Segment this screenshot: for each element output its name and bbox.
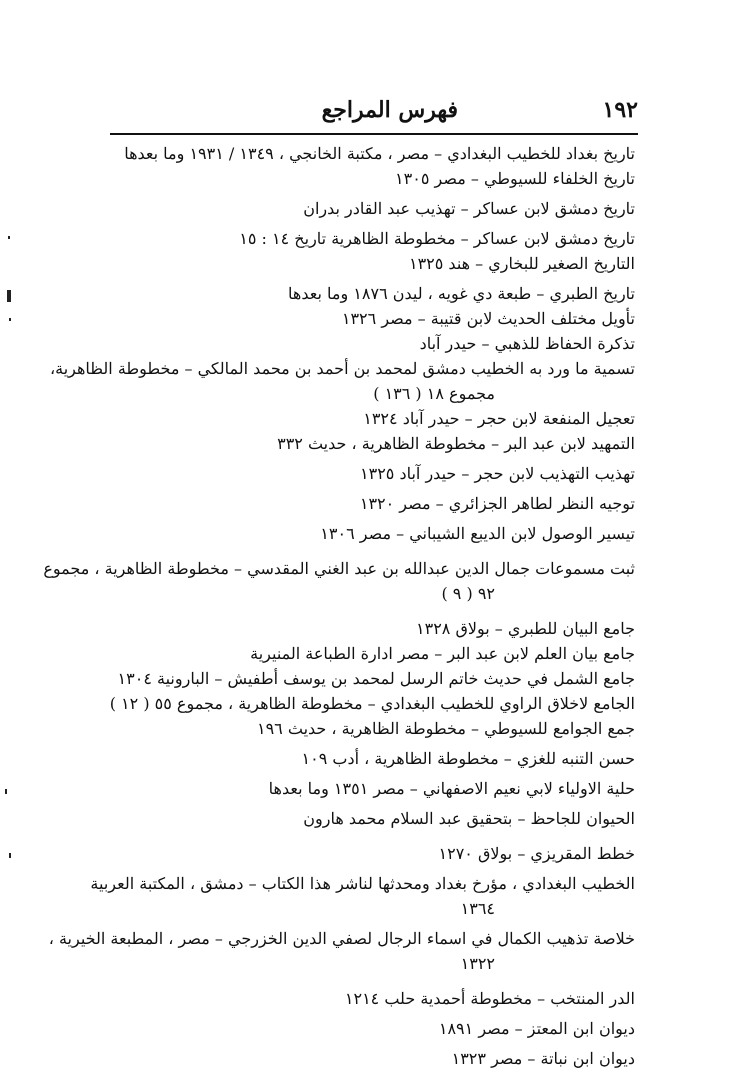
reference-entry: تهذيب التهذيب لابن حجر – حيدر آباد ١٣٢٥ bbox=[360, 464, 635, 483]
reference-entry: تذكرة الحفاظ للذهبي – حيدر آباد bbox=[419, 334, 635, 353]
reference-entry: خطط المقريزي – بولاق ١٢٧٠ bbox=[438, 844, 635, 863]
reference-entry: ديوان ابن المعتز – مصر ١٨٩١ bbox=[438, 1019, 635, 1038]
reference-continuation: ١٣٢٢ bbox=[460, 954, 495, 973]
scan-speck bbox=[9, 318, 11, 321]
reference-entry: جامع الشمل في حديث خاتم الرسل لمحمد بن يوسف أطفيش – البارونية ١٣٠٤ bbox=[117, 669, 635, 688]
reference-entry: تعجيل المنفعة لابن حجر – حيدر آباد ١٣٢٤ bbox=[363, 409, 635, 428]
reference-entry: تاريخ دمشق لابن عساكر – تهذيب عبد القادر بدران bbox=[303, 199, 635, 218]
reference-entry: ثبت مسموعات جمال الدين عبدالله بن عبد الغني المقدسي – مخطوطة الظاهرية ، مجموع ٩٢ ( ٩ ) bbox=[100, 556, 635, 606]
scan-speck bbox=[9, 853, 11, 858]
reference-entry: التمهيد لابن عبد البر – مخطوطة الظاهرية ، حديث ٣٣٢ bbox=[277, 434, 635, 453]
reference-entry: الحيوان للجاحظ – بتحقيق عبد السلام محمد هارون bbox=[303, 809, 635, 828]
reference-entry: تيسير الوصول لابن الديبع الشيباني – مصر ١٣٠٦ bbox=[320, 524, 635, 543]
reference-entry: تاريخ الخلفاء للسيوطي – مصر ١٣٠٥ bbox=[395, 169, 635, 188]
reference-entry: الجامع لاخلاق الراوي للخطيب البغدادي – مخطوطة الظاهرية ، مجموع ٥٥ ( ١٢ ) bbox=[109, 694, 635, 713]
page-title: فهرس المراجع bbox=[321, 97, 458, 123]
reference-entry: الدر المنتخب – مخطوطة أحمدية حلب ١٢١٤ bbox=[344, 989, 635, 1008]
scan-speck bbox=[7, 290, 11, 302]
reference-entry: تاريخ بغداد للخطيب البغدادي – مصر ، مكتبة الخانجي ، ١٣٤٩ / ١٩٣١ وما بعدها bbox=[124, 144, 635, 163]
reference-entry: حسن التنبه للغزي – مخطوطة الظاهرية ، أدب ١٠٩ bbox=[301, 749, 635, 768]
page-header bbox=[108, 93, 638, 133]
page-number: ١٩٢ bbox=[602, 97, 638, 123]
reference-entry: تأويل مختلف الحديث لابن قتيبة – مصر ١٣٢٦ bbox=[341, 309, 635, 328]
header-rule bbox=[110, 133, 638, 135]
reference-continuation: ٩٢ ( ٩ ) bbox=[441, 584, 495, 603]
reference-entry: جامع بيان العلم لابن عبد البر – مصر ادارة الطباعة المنيرية bbox=[250, 644, 635, 663]
reference-entry: تاريخ الطبري – طبعة دي غويه ، ليدن ١٨٧٦ وما بعدها bbox=[288, 284, 635, 303]
reference-entry: التاريخ الصغير للبخاري – هند ١٣٢٥ bbox=[408, 254, 635, 273]
reference-entry: توجيه النظر لطاهر الجزائري – مصر ١٣٢٠ bbox=[359, 494, 635, 513]
reference-entry: تسمية ما ورد به الخطيب دمشق لمحمد بن أحمد بن محمد المالكي – مخطوطة الظاهرية، مجموع ١٨ ( ١٣٦ ) bbox=[100, 356, 635, 406]
scan-speck bbox=[5, 789, 7, 794]
reference-continuation: مجموع ١٨ ( ١٣٦ ) bbox=[373, 384, 495, 403]
reference-entry: ديوان ابن نباتة – مصر ١٣٢٣ bbox=[451, 1049, 635, 1068]
reference-entry: تاريخ دمشق لابن عساكر – مخطوطة الظاهرية تاريخ ١٤ : ١٥ bbox=[239, 229, 635, 248]
reference-entry: جمع الجوامع للسيوطي – مخطوطة الظاهرية ، حديث ١٩٦ bbox=[256, 719, 635, 738]
reference-entry: حلية الاولياء لابي نعيم الاصفهاني – مصر ١٣٥١ وما بعدها bbox=[268, 779, 635, 798]
reference-list bbox=[43, 141, 635, 1071]
reference-continuation: ١٣٦٤ bbox=[460, 899, 495, 918]
reference-entry: الخطيب البغدادي ، مؤرخ بغداد ومحدثها لناشر هذا الكتاب – دمشق ، المكتبة العربية ١٣٦٤ bbox=[100, 871, 635, 921]
scan-speck bbox=[8, 236, 10, 239]
reference-entry: جامع البيان للطبري – بولاق ١٣٢٨ bbox=[416, 619, 635, 638]
reference-entry: خلاصة تذهيب الكمال في اسماء الرجال لصفي الدين الخزرجي – مصر ، المطبعة الخيرية ، ١٣٢٢ bbox=[100, 926, 635, 976]
